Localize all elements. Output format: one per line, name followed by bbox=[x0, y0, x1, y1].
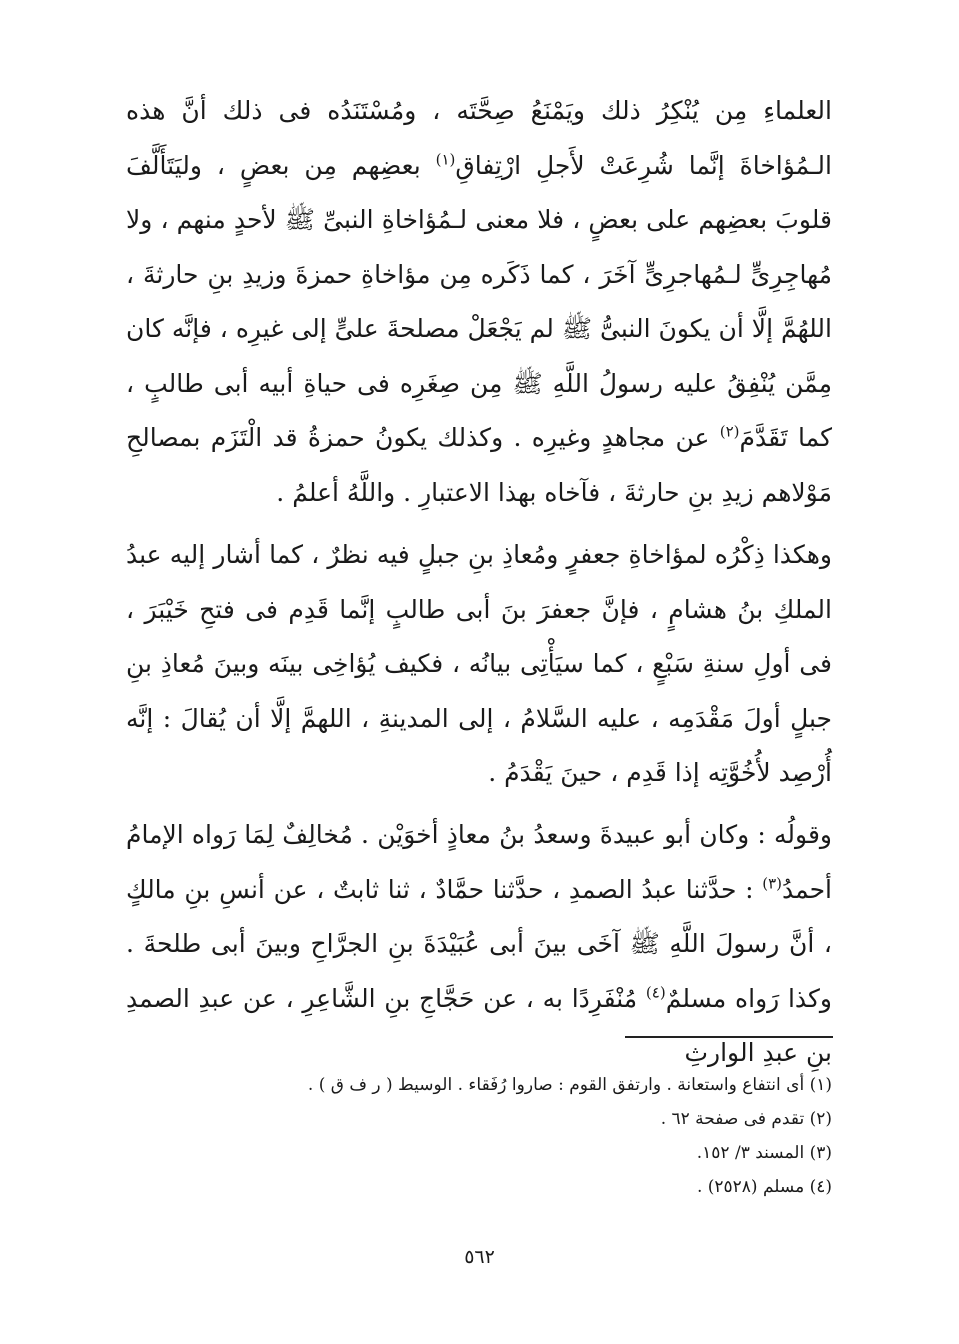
footnote-reference-4[interactable]: (٤) bbox=[645, 983, 666, 1002]
footnote-reference-3[interactable]: (٣) bbox=[762, 874, 783, 893]
footnote-2: (٢) تقدم فى صفحة ٦٢ . bbox=[660, 1109, 832, 1129]
text-run: العلماءِ مِن يُنْكِرُ ذلك ويَمْنَعُ صِحَّتَه ، ومُسْتَنَدُه فى ذلك أنَّ هذه الـمُؤاخاةَ إنَّما شُرِعَتْ لأَجلِ ارْتِفاقِ bbox=[126, 96, 832, 180]
footnote-reference-1[interactable]: (١) bbox=[435, 150, 456, 169]
text-run: : حدَّثنا عبدُ الصمدِ ، حدَّثنا حمَّادٌ ، ثنا ثابتٌ ، عن أنسِ بنِ مالكٍ ، أنَّ رسولَ اللَّهِ ﷺ آخَى بينَ أبى عُبَيْدَةَ بنِ الجرَّاحِ وبينَ أبى طلحةَ . وكذا رَواه مسلمٌ bbox=[126, 874, 833, 1013]
footnote-divider bbox=[625, 1036, 833, 1038]
footnotes-list bbox=[126, 1068, 832, 1204]
text-run: عن مجاهدٍ وغيرِه . وكذلك يكونُ حمزةُ قد الْتَزَم بمصالحِ مَوْلاهم زيدِ بنِ حارثةَ ، فآخاه بهذا الاعتبارِ . واللَّهُ أعلمُ . bbox=[126, 423, 832, 507]
footnote-1: (١) أى انتفاع واستعانة . وارتفق القوم : صاروا رُفَقاء . الوسيط ( ر ف ق ) . bbox=[307, 1075, 832, 1095]
text-run: وهكذا ذِكْرُه لمؤاخاةِ جعفرٍ ومُعاذِ بنِ جبلٍ فيه نظرٌ ، كما أشار إليه عبدُ الملكِ بنُ هشامٍ ، فإنَّ جعفرَ بنَ أبى طالبٍ إنَّما قَدِم فى فتحِ خَيْبَرَ ، فى أولِ سنةِ سَبْعٍ ، كما سيَأْتِى بيانُه ، فكيف يُؤاخِى بينَه وبينَ مُعاذِ بنِ جبلٍ أولَ مَقْدَمِه ، عليه السَّلامُ ، إلى المدينةِ ، اللهمَّ إلَّا أن يُقالَ : إنَّه أُرْصِد لأُخُوَّتِه إذا قَدِم ، حينَ يَقْدَمُ . bbox=[126, 540, 832, 787]
footnote-4: (٤) مسلم (٢٥٢٨) . bbox=[696, 1177, 832, 1197]
paragraph-1 bbox=[126, 84, 832, 520]
paragraph-3 bbox=[126, 808, 832, 1081]
page-number: ٥٦٢ bbox=[464, 1246, 495, 1268]
footnote-reference-2[interactable]: (٢) bbox=[719, 422, 740, 441]
footnote-3: (٣) المسند ٣/ ١٥٢. bbox=[696, 1143, 832, 1163]
text-run: وقولُه : وكان أبو عبيدةَ وسعدُ بنُ معاذٍ أخوَيْن . مُخالِفٌ لِمَا رَواه الإمامُ أحمدُ bbox=[126, 820, 832, 904]
text-run: مُنْفَرِدًا به ، عن حَجَّاجِ بنِ الشَّاعِرِ ، عن عبدِ الصمدِ بنِ عبدِ الوارثِ bbox=[126, 983, 832, 1067]
paragraph-2 bbox=[126, 528, 832, 801]
text-run: بعضِهم مِن بعضٍ ، وليَتَأَلَّفَ قلوبَ بعضِهم على بعضٍ ، فلا معنى لـمُؤاخاةِ النبىِّ ﷺ لأحدٍ منهم ، ولا مُهاجِرِىٍّ لـمُهاجرِىٍّ آخَرَ ، كما ذَكَره مِن مؤاخاةِ حمزةَ وزيدِ بنِ حارثةَ ، اللهُمَّ إلَّا أن يكونَ النبىُّ ﷺ لم يَجْعَلْ مصلحةَ علىٍّ إلى غيرِه ، فإنَّه كان مِمَّن يُنْفِقُ عليه رسولُ اللَّهِ ﷺ مِن صِغَرِه فى حياةِ أبيه أبى طالبٍ ، كما تَقَدَّمَ bbox=[126, 150, 833, 452]
